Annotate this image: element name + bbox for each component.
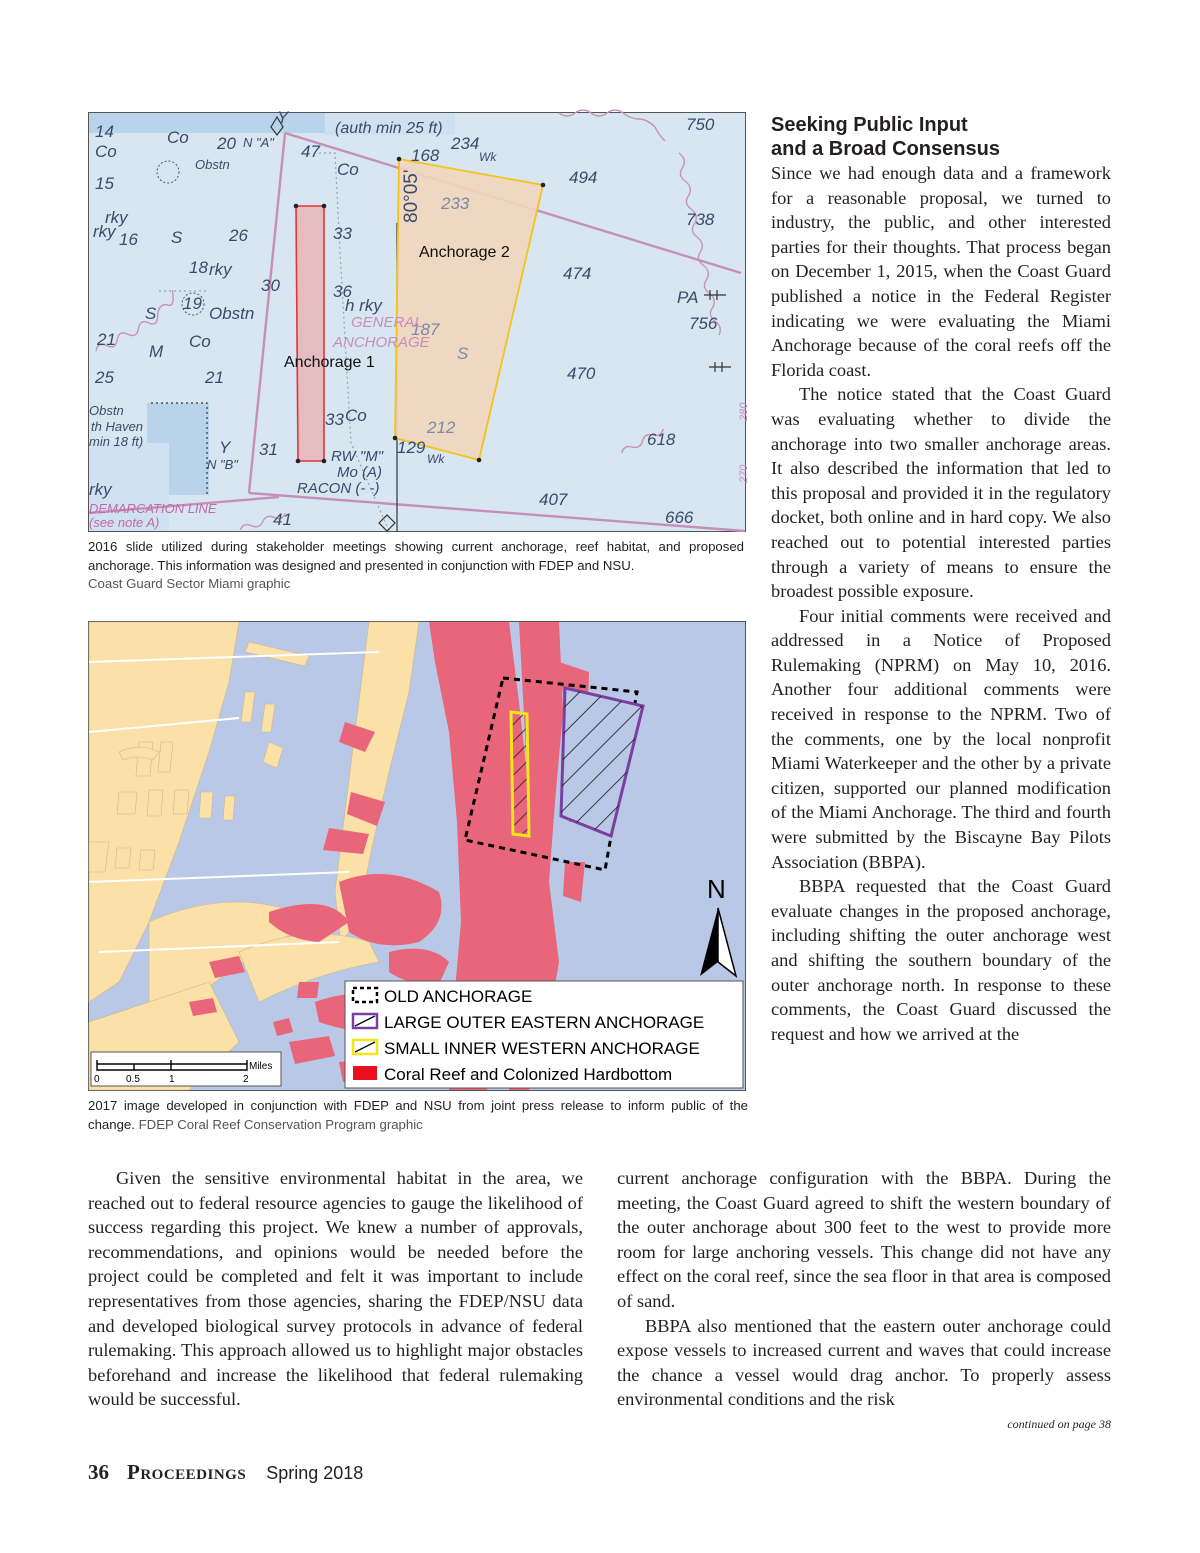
section-heading — [771, 113, 1111, 161]
scale-unit: Miles — [249, 1061, 273, 1072]
chart-label-n-b: N "B" — [207, 457, 238, 472]
chart-label-general: GENERAL — [351, 314, 423, 331]
paragraph: BBPA also mentioned that the eastern outer anchorage could expose vessels to increased current and waves that could increase the chance a vessel would drag anchor. To properly assess environmental conditions and the risk — [617, 1315, 1111, 1410]
sounding: Co — [95, 142, 117, 161]
sounding: 270 — [738, 464, 750, 483]
sounding: 14 — [95, 122, 114, 141]
paragraph: current anchorage configuration with the BBPA. During the meeting, the Coast Guard agreed to shift the western boundary of the outer anchorage about 300 feet to the west to provide more room for large anchoring vessels. This change did not have any effect on the coral reef, since the sea floor in that area is composed of sand. — [617, 1168, 1111, 1311]
paragraph: Four initial comments were received and addressed in a Notice of Proposed Rulemaking (NPRM) on May 10, 2016. Another four additional comments were received in response to the NPRM. Two of the comments, one by the local nonprofit Miami Waterkeeper and the other by a private citizen, supported our planned modification of the Miami Anchorage. The third and fourth were submitted by the Biscayne Bay Pilots Association (BBPA). — [771, 605, 1111, 872]
figure2-caption-text: 2017 image developed in conjunction with FDEP and NSU from joint press release to inform public of the change. — [88, 1098, 748, 1132]
chart-label-haven-1: th Haven — [91, 419, 144, 434]
sounding: 233 — [441, 194, 470, 213]
sounding: 212 — [427, 418, 456, 437]
chart-label-auth-min: (auth min 25 ft) — [335, 120, 443, 137]
sounding: 666 — [665, 508, 694, 527]
sounding: 30 — [261, 276, 280, 295]
figure2-caption-credit: FDEP Coral Reef Conservation Program graphic — [138, 1116, 423, 1132]
sounding: S — [457, 344, 469, 363]
north-label: N — [707, 874, 726, 904]
sounding: Y — [277, 108, 289, 127]
figure-coral-map — [88, 621, 746, 1091]
chart-label-n-a: N "A" — [243, 135, 274, 150]
western-anchorage-area — [511, 712, 529, 836]
sounding: 19 — [183, 294, 202, 313]
sounding: 187 — [411, 320, 440, 339]
sounding: Co — [337, 160, 359, 179]
issue-date: Spring 2018 — [266, 1463, 364, 1483]
chart-label-demarcation: DEMARCATION LINE — [89, 501, 217, 516]
sounding: 129 — [397, 438, 426, 457]
sounding: Obstn — [195, 157, 230, 172]
continued-note: continued on page 38 — [1007, 1416, 1111, 1431]
chart-label-mo-a: Mo (A) — [337, 464, 382, 481]
chart-label-obstn: Obstn — [89, 403, 124, 418]
chart-label-rw-m: RW "M" — [331, 448, 384, 465]
sounding: h rky — [345, 296, 382, 315]
sounding: S — [171, 228, 183, 247]
anchorage-2-label: Anchorage 2 — [419, 244, 510, 261]
latitude-label: 80°05' — [401, 169, 422, 223]
sounding: Co — [345, 406, 367, 425]
sounding: 618 — [647, 430, 676, 449]
sounding: 36 — [333, 282, 352, 301]
paragraph: The notice stated that the Coast Guard was evaluating whether to divide the anchorage into two smaller anchorage areas. It also described the information that led to this proposal and provided it in the regulatory docket, both online and in hard copy. We also reached out to potential interested parties through a variety of means to ensure the broadest possible exposure. — [771, 384, 1111, 602]
sounding: 750 — [686, 115, 715, 134]
sounding: Co — [167, 128, 189, 147]
sounding: rky — [105, 208, 128, 227]
sounding: 20 — [217, 134, 236, 153]
sounding: 33 — [333, 224, 352, 243]
sounding: Wk — [427, 452, 445, 466]
figure1-caption-credit: Coast Guard Sector Miami graphic — [88, 576, 291, 591]
sounding: rky — [89, 480, 112, 499]
paragraph: Given the sensitive environmental habitat in the area, we reached out to federal resource agencies to gauge the likelihood of success regarding this project. We knew a number of approvals, recommendations, and opinions would be needed before the project could be completed and felt it was important to include representatives from those agencies, sharing the FDEP/NSU data and developed biological survey protocols in advance of federal rulemaking. This approach allowed us to highlight major obstacles beforehand and increase the likelihood that federal rulemaking would be successful. — [88, 1168, 583, 1410]
paragraph: Since we had enough data and a framework for a reasonable proposal, we turned to industry, the public, and other interested parties for their thoughts. That process began on December 1, 2015, when the Coast Guard published a notice in the Federal Register indicating we were evaluating the Miami Anchorage because of the coral reefs off the Florida coast. — [771, 163, 1111, 380]
sounding: 168 — [411, 146, 440, 165]
chart-label-racon: RACON (- -) — [297, 480, 380, 497]
sounding: PA — [677, 288, 699, 307]
scale-tick: 0 — [94, 1074, 100, 1085]
legend-label-old: OLD ANCHORAGE — [384, 987, 533, 1006]
lower-right-column — [617, 1166, 1111, 1437]
sounding: 756 — [689, 314, 718, 333]
legend-label-western: SMALL INNER WESTERN ANCHORAGE — [384, 1039, 700, 1058]
sounding: 407 — [539, 490, 568, 509]
sounding: M — [149, 342, 164, 361]
sounding: 25 — [95, 368, 114, 387]
nautical-chart-svg — [89, 108, 750, 531]
sounding: S — [145, 304, 157, 323]
sounding: rky — [93, 222, 116, 241]
scale-tick: 0.5 — [126, 1074, 140, 1085]
legend-swatch-coral — [353, 1066, 377, 1080]
section-heading-line1: Seeking Public Input — [771, 114, 968, 136]
publication-name: Proceedings — [127, 1460, 247, 1484]
sounding: 474 — [563, 264, 592, 283]
sounding: 234 — [451, 134, 480, 153]
sounding: Obstn — [209, 304, 255, 323]
left-column — [88, 1166, 583, 1412]
figure-nautical-chart — [88, 108, 750, 532]
right-column — [771, 113, 1111, 1046]
legend-label-coral: Coral Reef and Colonized Hardbottom — [384, 1065, 673, 1084]
scale-tick: 2 — [243, 1074, 249, 1085]
legend-label-eastern: LARGE OUTER EASTERN ANCHORAGE — [384, 1013, 705, 1032]
sounding: 494 — [569, 168, 598, 187]
figure1-caption-text: 2016 slide utilized during stakeholder meetings showing current anchorage, reef habitat, and proposed anchorage. This information was designed and presented in conjunction with FDEP and NSU. — [88, 539, 744, 573]
coral-map-svg — [89, 622, 745, 1090]
sounding: 280 — [738, 402, 750, 421]
figure1-caption — [88, 538, 744, 594]
sounding: 21 — [205, 368, 224, 387]
page-footer — [88, 1460, 588, 1490]
anchorage-1-label: Anchorage 1 — [284, 354, 375, 371]
sounding: 470 — [567, 364, 596, 383]
chart-label-haven-2: min 18 ft) — [89, 434, 144, 449]
chart-label-anchorage: ANCHORAGE — [333, 334, 430, 351]
sounding: 738 — [686, 210, 715, 229]
sounding: 33 — [325, 410, 344, 429]
sounding: 41 — [273, 510, 292, 529]
chart-label-see-note: (see note A) — [89, 515, 160, 530]
scale-tick: 1 — [169, 1074, 175, 1085]
sounding: 26 — [229, 226, 248, 245]
page-number: 36 — [88, 1460, 109, 1484]
sounding: Co — [189, 332, 211, 351]
sounding: 21 — [97, 330, 116, 349]
sounding: 31 — [259, 440, 278, 459]
section-heading-line2: and a Broad Consensus — [771, 138, 1000, 160]
sounding: 16 — [119, 230, 138, 249]
figure2-caption — [88, 1097, 748, 1134]
sounding: Y — [219, 438, 231, 457]
sounding: Wk — [479, 150, 497, 164]
sounding: 18 — [189, 258, 208, 277]
sounding: rky — [209, 260, 232, 279]
paragraph: BBPA requested that the Coast Guard evaluate changes in the proposed anchorage, including shifting the outer anchorage west and shifting the southern boundary of the outer anchorage north. In response to these comments, the Coast Guard discussed the request and how we arrived at the — [771, 876, 1111, 1044]
sounding: 47 — [301, 142, 320, 161]
sounding: 15 — [95, 174, 114, 193]
anchorage-1-area — [296, 206, 324, 461]
